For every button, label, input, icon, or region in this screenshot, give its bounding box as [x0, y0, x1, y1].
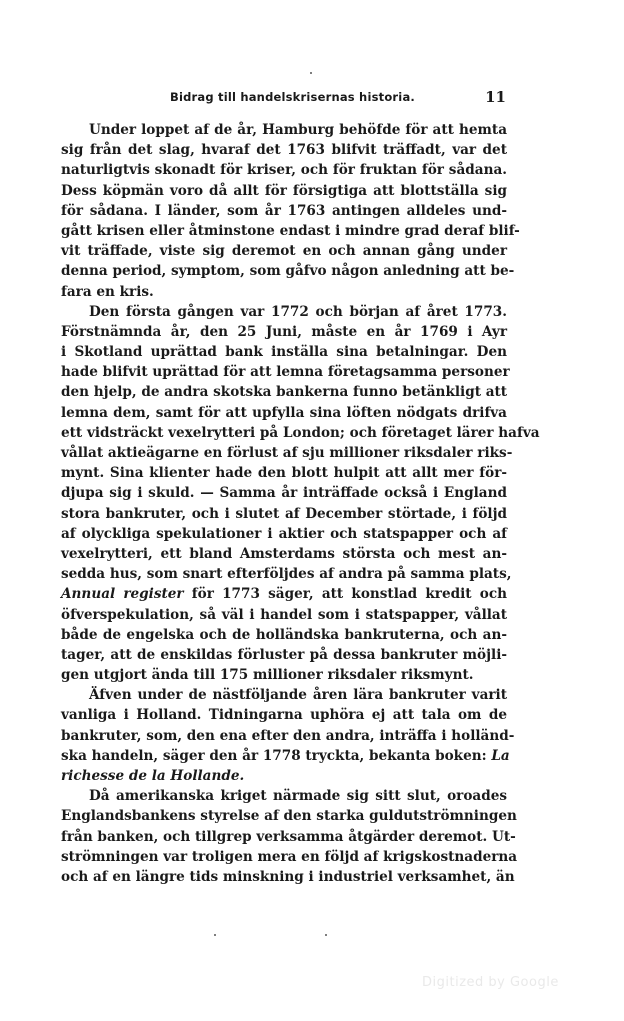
text-line: Dess köpmän voro då allt för försigtiga att blottställa sig — [61, 182, 507, 199]
printer-mark — [310, 72, 312, 74]
text-line: Englandsbankens styrelse af den starka guldutströmningen — [61, 808, 517, 825]
text-line: Då amerikanska kriget närmade sig sitt slut, oroades — [89, 788, 507, 805]
text-line-with-italic — [61, 584, 507, 604]
text-line: för sådana. I länder, som år 1763 antingen alldeles und- — [61, 202, 507, 219]
text-line: stora bankruter, och i slutet af December störtade, i följd — [61, 505, 507, 522]
text-line: gen utgjort ända till 175 millioner riksdaler riksmynt. — [61, 667, 474, 684]
text-line: vållat aktieägarne en förlust af sju millioner riksdaler riks- — [61, 445, 513, 461]
text-line: af olyckliga spekulationer i aktier och statspapper och af — [61, 525, 507, 542]
text-fragment: ska handeln, säger den år 1778 tryckta, bekanta boken: — [61, 747, 487, 764]
text-line: Äfven under de nästföljande åren lära bankruter varit — [89, 687, 507, 704]
text-line: i Skotland uprättad bank inställa sina betalningar. Den — [61, 344, 507, 361]
text-line: både de engelska och de holländska bankruterna, och an- — [61, 626, 507, 643]
text-line: Förstnämnda år, den 25 Juni, måste en år 1769 i Ayr — [61, 323, 507, 340]
running-head — [60, 90, 506, 110]
text-line: gått krisen eller åtminstone endast i mindre grad deraf blif- — [61, 222, 520, 239]
text-line: vit träffade, viste sig deremot en och annan gång under — [61, 243, 507, 260]
text-line: denna period, symptom, som gåfvo någon anledning att be- — [61, 263, 515, 280]
text-line: vanliga i Holland. Tidningarna uphöra ej att tala om de — [61, 707, 507, 724]
text-line: naturligtvis skonadt för kriser, och för fruktan för sådana. — [61, 162, 507, 179]
page-number: 11 — [485, 88, 506, 106]
italic-title: Annual register — [61, 586, 184, 603]
text-line: ett vidsträckt vexelrytteri på London; och företaget lärer hafva — [61, 424, 540, 441]
text-line: Den första gången var 1772 och början af året 1773. — [89, 303, 507, 320]
text-line: tager, att de enskildas förluster på dessa bankruter möjli- — [61, 646, 507, 663]
text-line: sig från det slag, hvaraf det 1763 blifvit träffadt, var det — [61, 142, 507, 159]
text-line: lemna dem, samt för att upfylla sina löften nödgats drifva — [61, 404, 507, 421]
italic-title: La — [491, 747, 510, 764]
text-line: djupa sig i skuld. — Samma år inträffade också i England — [61, 485, 507, 502]
text-line: Under loppet af de år, Hamburg behöfde för att hemta — [89, 122, 507, 138]
text-line: bankruter, som, den ena efter den andra, inträffa i holländ- — [61, 727, 515, 744]
text-line-with-italic — [61, 746, 510, 766]
text-line: och af en längre tids minskning i industriel verksamhet, än — [61, 868, 515, 885]
text-line: öfverspekulation, så väl i handel som i statspapper, vållat — [61, 606, 507, 623]
text-fragment: för 1773 säger, att konstlad kredit och — [191, 586, 507, 603]
printer-mark — [214, 934, 216, 936]
text-line: sedda hus, som snart efterföljdes af andra på samma plats, — [61, 566, 512, 583]
italic-title: richesse de la Hollande. — [61, 768, 245, 784]
text-line: fara en kris. — [61, 283, 154, 300]
watermark: Digitized by Google — [422, 975, 559, 990]
running-title: Bidrag till handelskrisernas historia. — [170, 90, 415, 104]
text-line: mynt. Sina klienter hade den blott hulpit att allt mer för- — [61, 465, 507, 482]
body-text — [61, 120, 540, 887]
printer-mark — [325, 934, 327, 936]
text-line: vexelrytteri, ett bland Amsterdams största och mest an- — [61, 545, 507, 562]
text-line-italic — [61, 766, 507, 786]
text-line: den hjelp, de andra skotska bankerna funno betänkligt att — [61, 384, 508, 401]
text-line: strömningen var troligen mera en följd af krigskostnaderna — [61, 848, 518, 865]
text-line: hade blifvit uprättad för att lemna företagsamma personer — [61, 364, 510, 381]
text-line: från banken, och tillgrep verksamma åtgärder deremot. Ut- — [61, 828, 516, 845]
